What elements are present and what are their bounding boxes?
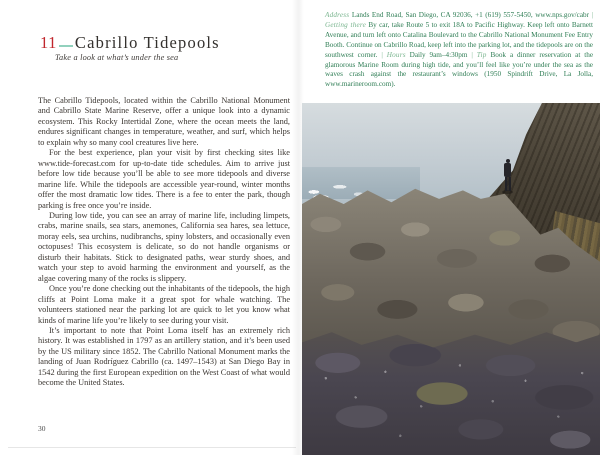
body-paragraph: During low tide, you can see an array of marine life, including limpets, crabs, marine snails, sea stars, anemones, California sea hares, sea lettuce, moray eels, sea urchins, nudibranchs, spiny lobsters, and occasionally even octopuses! This ecosystem is delicate, so do not handle organisms or disturb their habitats. Stick to designated paths, wear sturdy shoes, and watch your step to avoid harming the environment and yourself, as the algae covering many of the rocks is slippery. <box>38 210 290 283</box>
page-number: 30 <box>38 424 46 433</box>
info-text-hours: Daily 9am–4:30pm <box>409 50 468 59</box>
chapter-underscore <box>59 45 73 47</box>
body-paragraph: It’s important to note that Point Loma itself has an extremely rich history. It was established in 1797 as an artillery station, and it’s been used by the US military since 1852. The Cabrillo National Monument marks the landing of Juan Rodríguez Cabrillo (ca. 1497–1543) at San Diego Bay in 1542 during the first European expedition on the West Coast of what would become the United States. <box>38 325 290 388</box>
info-text-getting-there: By car, take Route 5 to exit 18A to Pacific Highway. Keep left onto Barnett Avenue, and turn left onto Catalina Boulevard to the Cabrillo National Monument Fee Entry Booth. Continue on Cabrillo Road, keep left into the parking lot, and the tidepools are on the southwest corner. <box>325 20 593 59</box>
info-separator: | <box>591 11 594 19</box>
body-text <box>38 96 290 389</box>
body-paragraph: The Cabrillo Tidepools, located within the Cabrillo National Monument and Cabrillo State Marine Reserve, offer a unique look into a dynamic ecosystem. This Rocky Intertidal Zone, where the ocean meets the land, endures significant changes in temperature, weather, and surf, which helps to explain why so many cool creatures live here. <box>38 96 290 147</box>
info-label-tip: Tip <box>476 50 487 59</box>
info-separator: | <box>471 50 473 59</box>
body-paragraph: Once you’re done checking out the inhabitants of the tidepools, the high cliffs at Point Loma make it a great spot for whale watching. The volunteers stationed near the parking lot are quick to let you know what kinds of marine life you’re likely to see during your visit. <box>38 284 290 325</box>
tidepools-photo <box>302 103 600 455</box>
chapter-number: 11 <box>40 33 57 52</box>
photo-person-torso <box>504 163 511 177</box>
info-label-hours: Hours <box>386 50 406 59</box>
info-text-address: Lands End Road, San Diego, CA 92036, +1 (619) 557-5450, www.nps.gov/cabr <box>351 11 590 19</box>
info-label-address: Address <box>325 11 350 19</box>
photo-person-legs <box>505 177 511 191</box>
info-text-tip: Book a dinner reservation at the glamorous Marine Room during high tide, and you’ll feel like you’re under the sea as the waves crash against the restaurant’s windows (1950 Spindrift Drive, La Jolla, www.marineroom.com). <box>325 50 594 89</box>
photo-foreground-rocks <box>302 327 600 455</box>
info-block <box>325 11 593 90</box>
page-bottom-edge <box>8 447 296 448</box>
right-page <box>300 0 600 455</box>
chapter-heading <box>40 33 220 53</box>
info-separator: | <box>381 50 383 59</box>
chapter-title: Cabrillo Tidepools <box>74 33 220 52</box>
photo-person <box>502 159 513 193</box>
chapter-subtitle: Take a look at what’s under the sea <box>55 53 179 62</box>
info-label-getting-there: Getting there <box>325 20 367 29</box>
body-paragraph: For the best experience, plan your visit by first checking sites like www.tide-forecast.com for up-to-date tide schedules. Aim to arrive just before low tide because you’ll be able to see more tidepools and diverse marine life. While the tidepools are accessible year-round, winter months offer the most dramatic low tides. There is a fee to enter the park, though parking is free once you’re inside. <box>38 148 290 210</box>
